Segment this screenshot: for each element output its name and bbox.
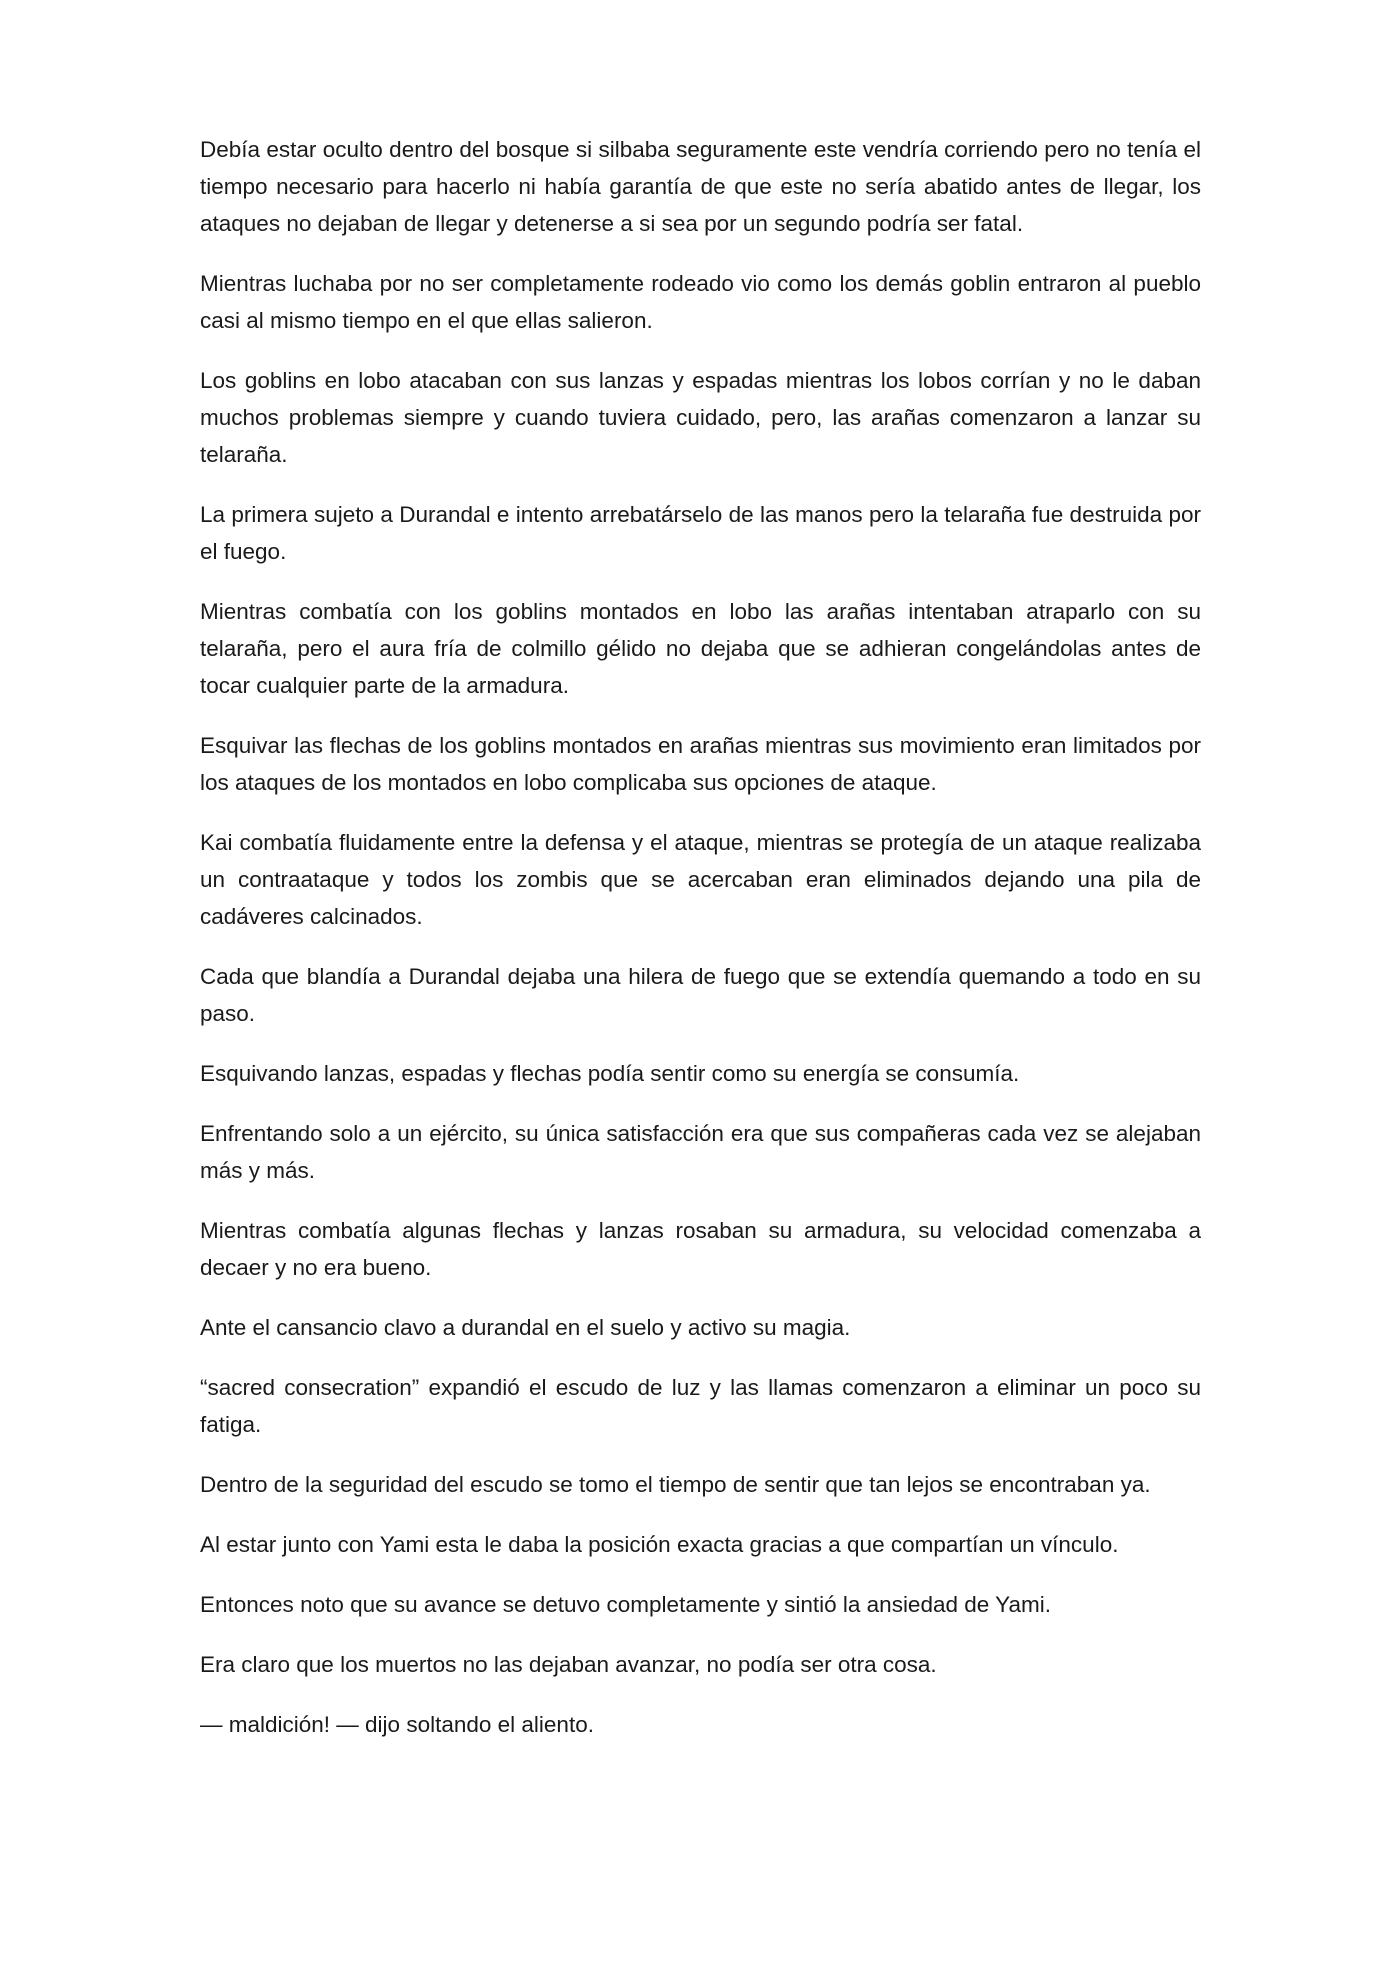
paragraph: Mientras combatía con los goblins montados en lobo las arañas intentaban atraparlo con su telaraña, pero el aura fría de colmillo gélido no dejaba que se adhieran congelándolas antes de tocar cualquier parte de la armadura. (200, 599, 1201, 698)
paragraph: Al estar junto con Yami esta le daba la posición exacta gracias a que compartían un vínculo. (200, 1532, 1119, 1557)
paragraph: Esquivar las flechas de los goblins montados en arañas mientras sus movimiento eran limitados por los ataques de los montados en lobo complicaba sus opciones de ataque. (200, 733, 1201, 795)
paragraph: Mientras combatía algunas flechas y lanzas rosaban su armadura, su velocidad comenzaba a decaer y no era bueno. (200, 1218, 1201, 1280)
paragraph: Kai combatía fluidamente entre la defensa y el ataque, mientras se protegía de un ataque realizaba un contraataque y todos los zombis que se acercaban eran eliminados dejando una pila de cadáveres calcinados. (200, 830, 1201, 929)
paragraph: Debía estar oculto dentro del bosque si silbaba seguramente este vendría corriendo pero no tenía el tiempo necesario para hacerlo ni había garantía de que este no sería abatido antes de llegar, los ataques no dejaban de llegar y detenerse a si sea por un segundo podría ser fatal. (200, 137, 1201, 236)
paragraph: Cada que blandía a Durandal dejaba una hilera de fuego que se extendía quemando a todo en su paso. (200, 964, 1201, 1026)
paragraph: Mientras luchaba por no ser completamente rodeado vio como los demás goblin entraron al pueblo casi al mismo tiempo en el que ellas salieron. (200, 271, 1201, 333)
paragraph: La primera sujeto a Durandal e intento arrebatárselo de las manos pero la telaraña fue destruida por el fuego. (200, 502, 1201, 564)
paragraph: Esquivando lanzas, espadas y flechas podía sentir como su energía se consumía. (200, 1061, 1020, 1086)
paragraph: Enfrentando solo a un ejército, su única satisfacción era que sus compañeras cada vez se alejaban más y más. (200, 1121, 1201, 1183)
paragraph: Dentro de la seguridad del escudo se tomo el tiempo de sentir que tan lejos se encontraban ya. (200, 1472, 1151, 1497)
paragraph: Entonces noto que su avance se detuvo completamente y sintió la ansiedad de Yami. (200, 1592, 1051, 1617)
paragraph: “sacred consecration” expandió el escudo de luz y las llamas comenzaron a eliminar un poco su fatiga. (200, 1375, 1201, 1437)
paragraph: Los goblins en lobo atacaban con sus lanzas y espadas mientras los lobos corrían y no le daban muchos problemas siempre y cuando tuviera cuidado, pero, las arañas comenzaron a lanzar su telaraña. (200, 368, 1201, 467)
paragraph: Ante el cansancio clavo a durandal en el suelo y activo su magia. (200, 1315, 851, 1340)
paragraph: — maldición! — dijo soltando el aliento. (200, 1712, 594, 1737)
paragraph: Era claro que los muertos no las dejaban avanzar, no podía ser otra cosa. (200, 1652, 937, 1677)
document-body (200, 131, 1201, 1766)
